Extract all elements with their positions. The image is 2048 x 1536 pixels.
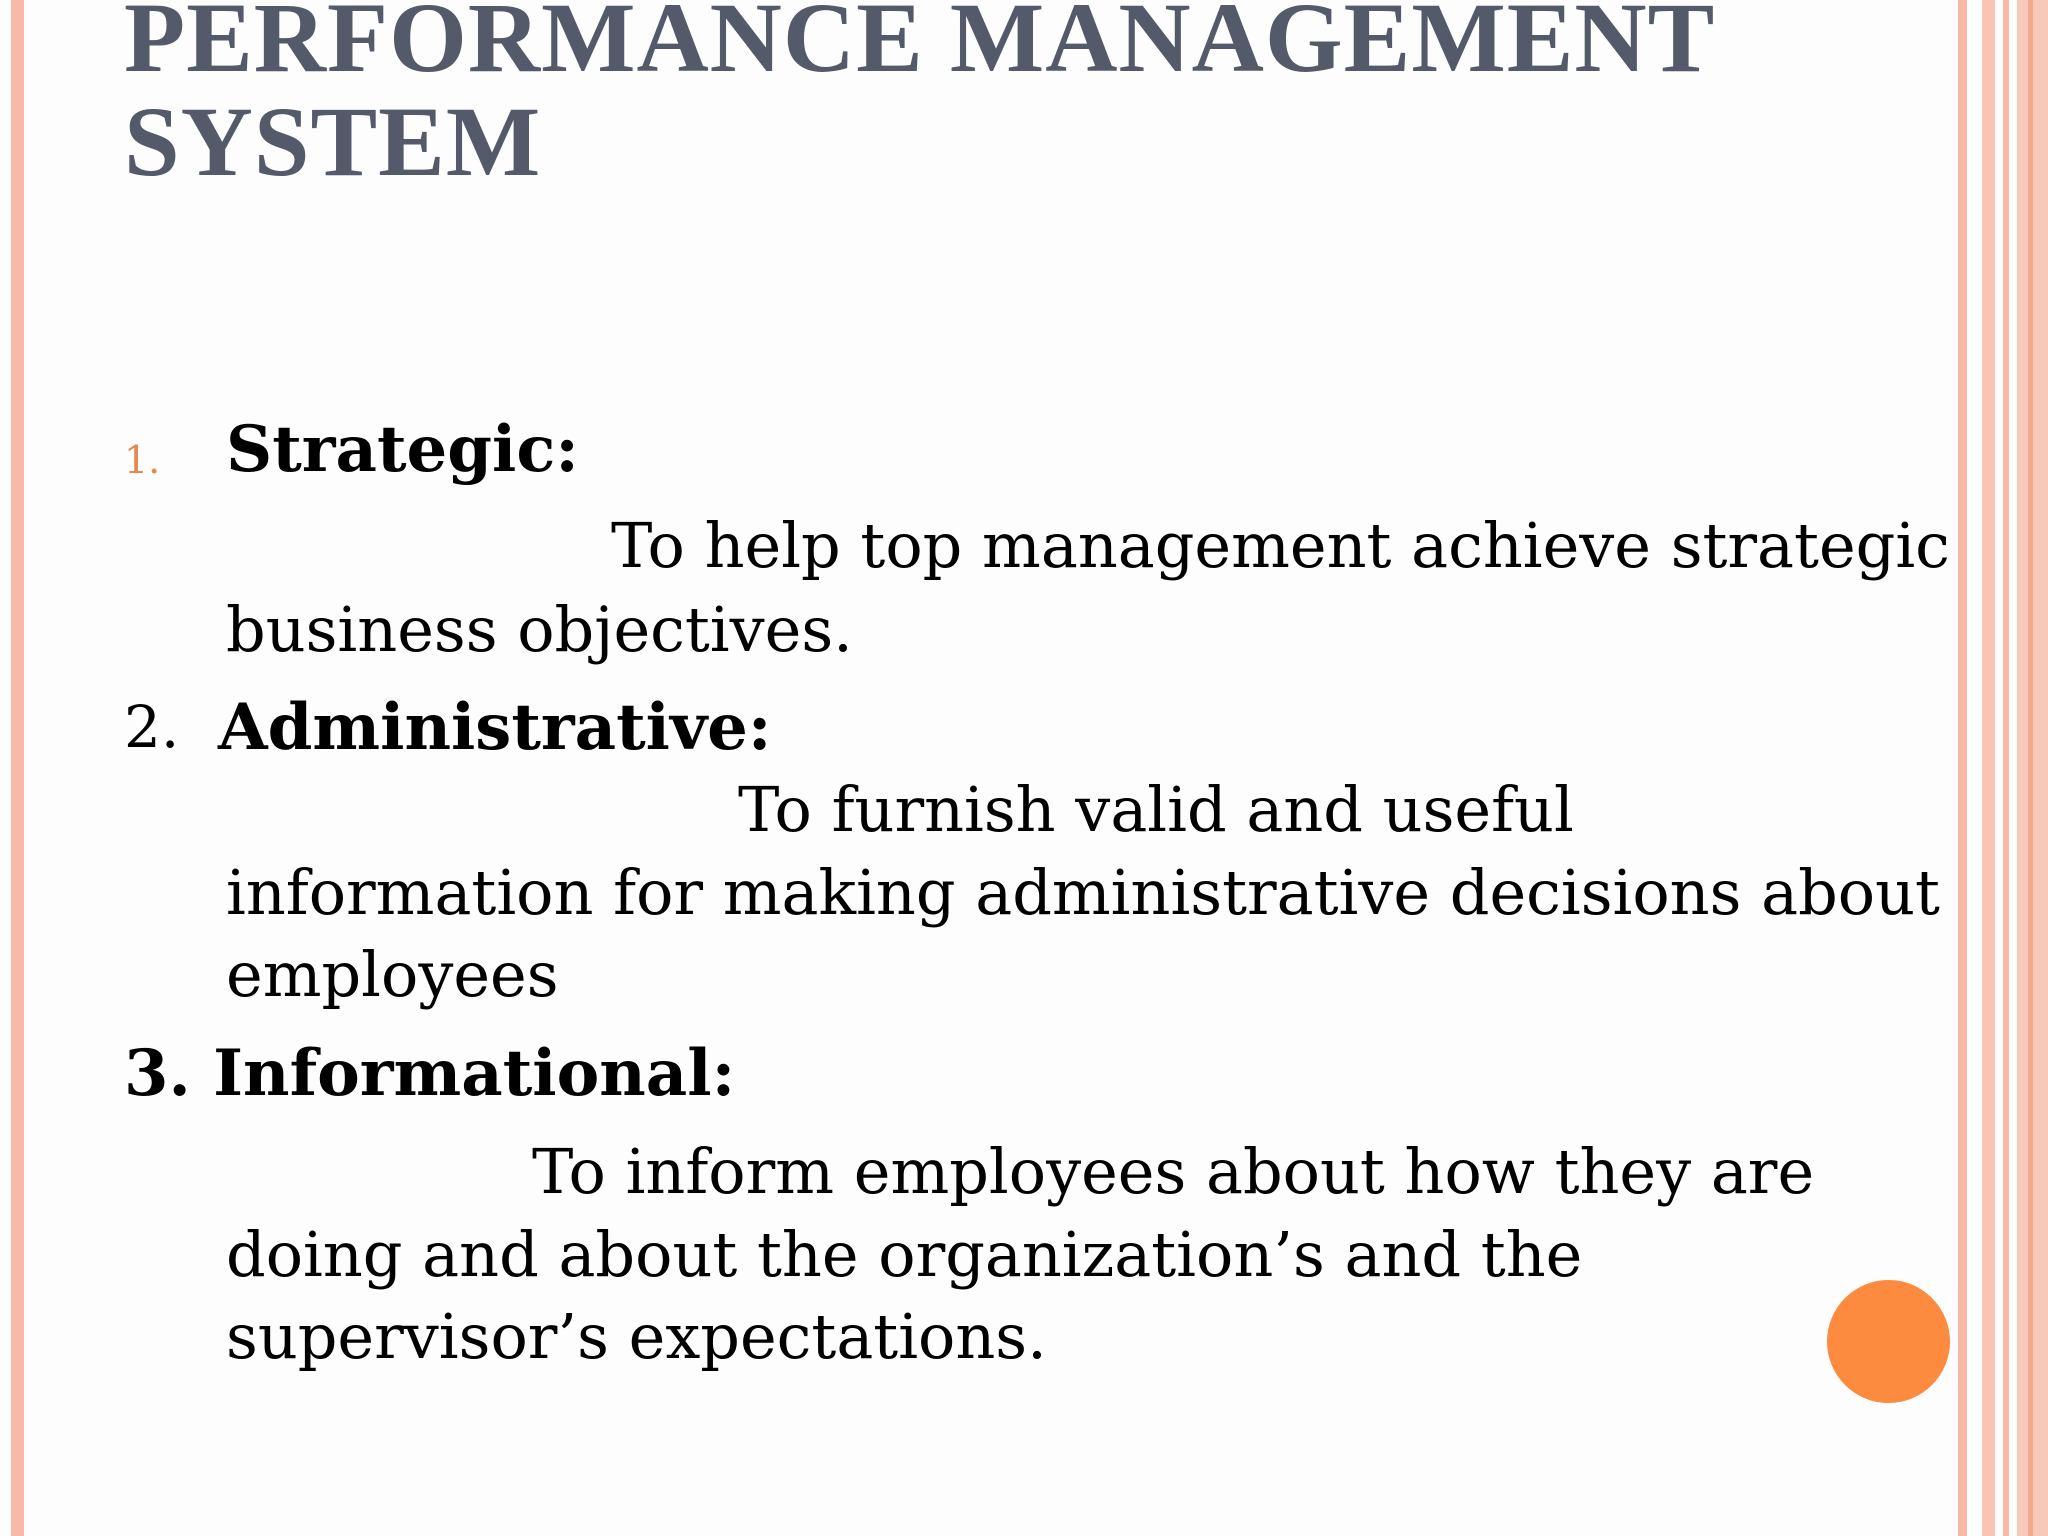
item-3-line-3: supervisor’s expectations. — [226, 1300, 1047, 1373]
right-border-stripe — [2003, 0, 2009, 1536]
item-2-line-2: information for making administrative decisions about — [226, 856, 1940, 929]
item-heading-strategic: Strategic: — [226, 412, 579, 487]
right-border-stripe — [1958, 0, 1967, 1536]
item-3-line-1: To inform employees about how they are — [532, 1135, 1815, 1208]
item-3-heading-text: Informational: — [213, 1036, 736, 1111]
item-1-line-1: To help top management achieve strategic — [611, 509, 1950, 582]
title-line-2: SYSTEM — [124, 86, 542, 197]
left-border-bar — [11, 0, 24, 1536]
item-3-line-2: doing and about the organization’s and the — [226, 1218, 1583, 1291]
right-border-stripe — [1982, 0, 1995, 1536]
right-border-stripe — [2028, 0, 2033, 1536]
item-heading-informational — [124, 1034, 735, 1114]
orange-circle-icon — [1827, 1280, 1950, 1403]
item-heading-administrative: Administrative: — [218, 690, 772, 765]
item-1-line-2: business objectives. — [226, 593, 853, 666]
slide-title — [124, 0, 1904, 197]
item-number-3: 3. — [124, 1036, 191, 1111]
item-2-line-3: employees — [226, 938, 559, 1011]
title-line-1: PERFORMANCE MANAGEMENT — [124, 0, 1716, 93]
item-2-line-1: To furnish valid and useful — [738, 773, 1574, 846]
item-number-1: 1. — [124, 438, 161, 482]
item-number-2: 2. — [124, 693, 180, 761]
